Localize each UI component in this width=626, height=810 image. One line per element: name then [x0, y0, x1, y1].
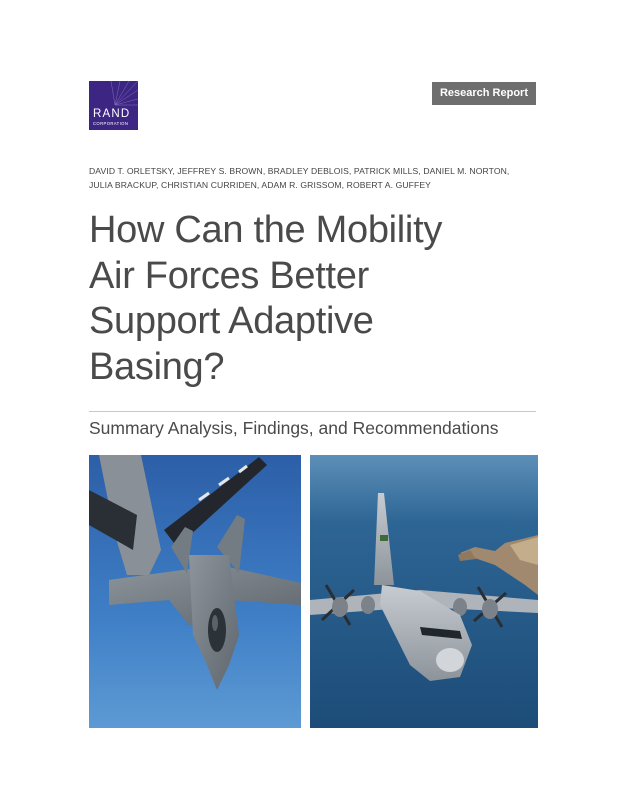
- cargo-plane-icon: [310, 455, 538, 728]
- title-line: Basing?: [89, 345, 225, 388]
- title-line: Support Adaptive: [89, 300, 374, 342]
- fighter-jet-icon: [89, 455, 301, 728]
- cargo-plane-photo: [310, 455, 538, 728]
- title-line: Air Forces Better: [89, 254, 369, 297]
- title-divider: [89, 411, 536, 412]
- author-list: [89, 164, 549, 192]
- title-line: How Can the Mobility: [89, 209, 443, 251]
- logo-wordmark: RAND: [93, 108, 131, 120]
- report-subtitle: Summary Analysis, Findings, and Recommendations: [89, 418, 499, 438]
- report-type-badge: Research Report: [432, 82, 536, 105]
- author-line: JULIA BRACKUP, CHRISTIAN CURRIDEN, ADAM R. GRISSOM, ROBERT A. GUFFEY: [89, 180, 432, 190]
- report-title: [89, 208, 529, 390]
- logo-subtext: CORPORATION: [93, 121, 129, 126]
- author-line: DAVID T. ORLETSKY, JEFFREY S. BROWN, BRADLEY DEBLOIS, PATRICK MILLS, DANIEL M. NORTON,: [89, 166, 510, 176]
- fighter-refueling-photo: [89, 455, 301, 728]
- rand-logo: [89, 81, 138, 130]
